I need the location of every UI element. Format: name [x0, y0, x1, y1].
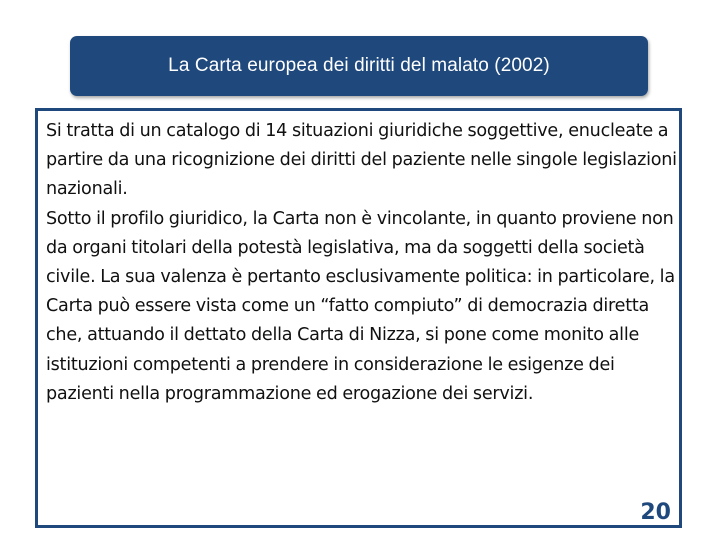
- paragraph-1: Si tratta di un catalogo di 14 situazioni giuridiche soggettive, enucleate a partire da una ricognizione dei diritti del paziente nelle singole legislazioni nazionali.: [46, 121, 677, 200]
- page-number: 20: [640, 500, 671, 525]
- content-box: [35, 108, 682, 528]
- slide-title-banner: [70, 36, 648, 96]
- slide-title: La Carta europea dei diritti del malato (2002): [168, 55, 550, 76]
- body-text: [46, 117, 682, 409]
- paragraph-2: Sotto il profilo giuridico, la Carta non è vincolante, in quanto proviene non da organi titolari della potestà legislativa, ma da soggetti della società civile. La sua valenza è pertanto esclusivamente politica: in particolare, la Carta può essere vista come un “fatto compiuto” di democrazia diretta che, attuando il dettato della Carta di Nizza, si pone come monito alle istituzioni competenti a prendere in considerazione le esigenze dei pazienti nella programmazione ed erogazione dei servizi.: [46, 208, 675, 404]
